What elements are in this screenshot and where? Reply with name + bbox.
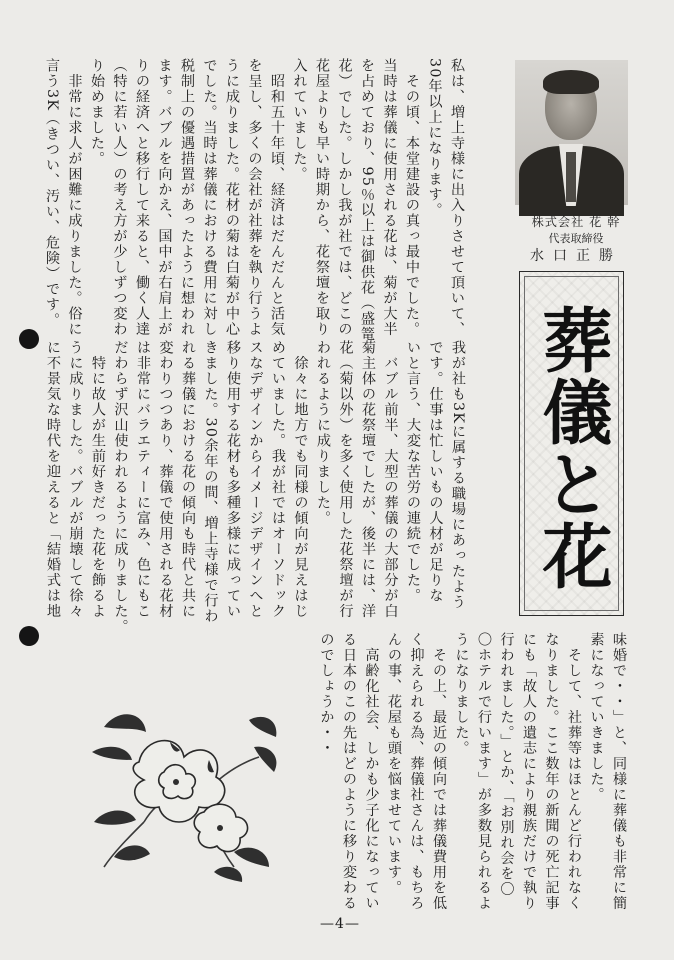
author-name: 水口正勝	[530, 248, 622, 264]
author-tie	[566, 152, 576, 202]
title-box	[519, 271, 624, 616]
binder-hole-top	[19, 329, 39, 349]
page-number: —4—	[320, 916, 360, 932]
company-name: 株式会社 花 幹	[531, 215, 621, 229]
article-column-middle: 我が社も3Kに属する職場にあったよう です。仕事は忙しいもの人材が足りな いと言う、大変な苦労の連続でした。 バブル前半、大型の葬儀の大部分が白 菊主体の花祭壇でしたが、後半には、洋 花（菊以外）を多く使用した花祭壇が行 われるように成りました。 徐々に地方でも同様の傾向が見えはじ めていました。我が社ではオーソドック スなデザインからイメージデザインへと 移り使用する花材も多種多様に成ってい きました。30余年の間、増上寺様で行わ れる葬儀における花の傾向も時代と共に 変わりつつあり、葬儀で使用される花材 は非常にバラエティーに富み、色にもこ だわらず沢山使われるように成りました。 特に故人が生前好きだった花を飾るよ うに成りました。バブルが崩壊して徐々 に不景気な時代を迎えると「結婚式は地	[45, 340, 466, 635]
author-hair	[543, 70, 599, 94]
article-column-bottom-right: 味婚で・・」と、同様に葬儀も非常に簡 素になっていきました。 そして、社葬等はほとんど行われなく なりました。ここ数年の新聞の死亡記事 にも「故人の遺志により親族だけで執り 行われました。」とか、「お別れ会を〇 〇ホテルで行います」が多数見られるよ うになりました。 その上、最近の傾向では葬儀費用を低 く抑えられる為、葬儀社さんは、もちろ んの事、花屋も頭を悩ませています。 高齢化社会、しかも少子化になってい る日本のこの先はどのように移り変わる のでしょうか・・	[318, 632, 627, 911]
article-column-top-left: 私は、増上寺様に出入りさせて頂いて、 30年以上になります。 その頃、本堂建設の真っ最中でした。 当時は葬儀に使用される花は、菊が大半 を占めており、95％以上は御供花（盛篭 花）でした。しかし我が社では、どこの 花屋よりも早い時期から、花祭壇を取り 入れていました。 昭和五十年頃、経済はだんだんと活気 を呈し、多くの会社が社葬を執り行うよ うに成りました。花材の菊は白菊が中心 でした。当時は葬儀における費用に対し 税制上の優遇措置があったように想われ ます。バブルを向かえ、国中が右肩上が りの経済へと移行して来ると、働く人達 （特に若い人）の考え方が少しずつ変わ り始めました。 非常に求人が困難に成りました。俗に 言う3K（きつい、汚い、危険）です。	[44, 58, 465, 343]
author-role: 代表取締役	[548, 232, 604, 245]
binder-hole-bottom	[19, 626, 39, 646]
flower-illustration	[84, 702, 284, 887]
article-title: 葬儀と花	[531, 304, 614, 592]
author-photo	[515, 60, 628, 205]
